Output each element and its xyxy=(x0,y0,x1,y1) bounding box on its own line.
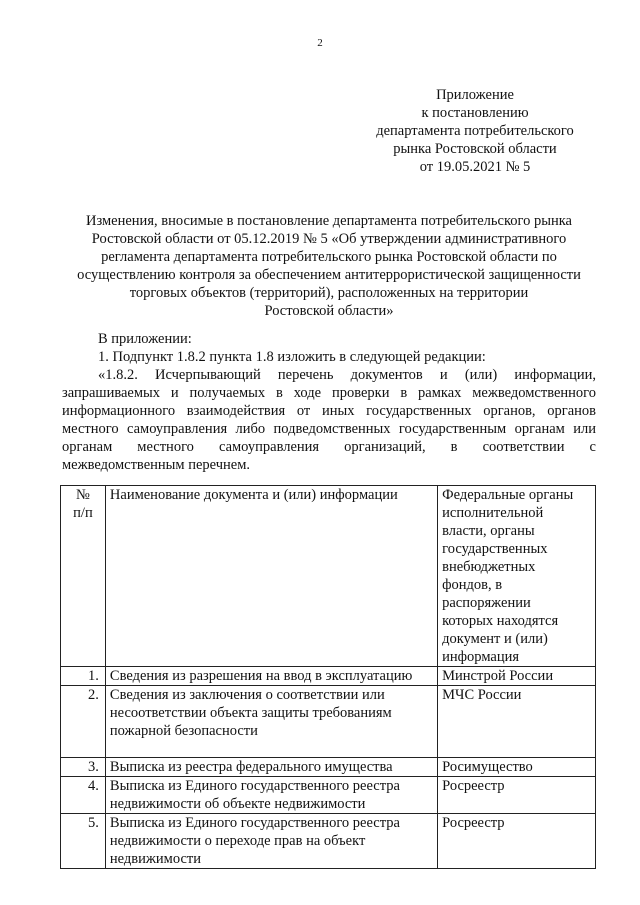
row-num: 1. xyxy=(61,667,106,686)
header-num-line: п/п xyxy=(73,505,93,521)
row-doc-line: Выписка из реестра федерального имущества xyxy=(109,759,393,775)
row-doc-line: недвижимости xyxy=(109,851,201,867)
header-org-line: которых находятся xyxy=(442,613,559,629)
header-org-line: Федеральные органы xyxy=(442,487,574,503)
row-org: Минстрой России xyxy=(438,667,596,686)
header-org-line: документ и (или) xyxy=(442,631,548,647)
row-doc xyxy=(105,686,437,758)
heading-line: регламента департамента потребительского рынка Ростовской области по xyxy=(101,249,557,265)
header-org-line: внебюджетных xyxy=(442,559,536,575)
table-row xyxy=(61,686,596,758)
row-doc-line: недвижимости о переходе прав на объект xyxy=(109,833,366,849)
table-row xyxy=(61,814,596,869)
row-doc xyxy=(105,758,437,777)
header-org-line: власти, органы xyxy=(442,523,535,539)
appendix-header xyxy=(330,86,620,176)
table-header-row xyxy=(61,486,596,667)
header-num-line: № xyxy=(76,487,90,503)
header-num xyxy=(61,486,106,667)
appendix-line: к постановлению xyxy=(421,105,529,121)
row-doc-line: Выписка из Единого государственного реестра xyxy=(109,778,400,794)
row-num: 4. xyxy=(61,777,106,814)
intro-text: В приложении: xyxy=(98,331,192,347)
paragraph-line: межведомственным перечнем. xyxy=(62,457,251,473)
row-org: Росимущество xyxy=(438,758,596,777)
appendix-line: Приложение xyxy=(436,87,514,103)
paragraph-line: органам местного самоуправления организаций, в соответствии с xyxy=(62,439,596,455)
heading-line: торговых объектов (территорий), расположенных на территории xyxy=(129,285,529,301)
row-org: Росреестр xyxy=(438,777,596,814)
heading-line: осуществлению контроля за обеспечением антитеррористической защищенности xyxy=(77,267,581,283)
paragraph-line: «1.8.2. Исчерпывающий перечень документов и (или) информации, xyxy=(98,367,596,383)
row-doc xyxy=(105,814,437,869)
table-row xyxy=(61,667,596,686)
header-org-line: распоряжении xyxy=(442,595,531,611)
paragraph-line: запрашиваемых и получаемых в ходе проверки в рамках межведомственного xyxy=(62,385,596,401)
document-heading xyxy=(62,212,596,320)
header-doc: Наименование документа и (или) информации xyxy=(105,486,437,667)
row-num: 5. xyxy=(61,814,106,869)
header-org-line: информация xyxy=(442,649,520,665)
row-doc-line: несоответствии объекта защиты требованиям xyxy=(109,705,392,721)
document-body xyxy=(62,330,596,474)
row-org: МЧС России xyxy=(438,686,596,758)
row-doc-line: Сведения из заключения о соответствии или xyxy=(109,687,385,703)
row-doc-line: пожарной безопасности xyxy=(109,723,258,739)
header-org-line: исполнительной xyxy=(442,505,544,521)
row-doc-line: Сведения из разрешения на ввод в эксплуатацию xyxy=(109,668,413,684)
paragraph-line: информационного взаимодействия от иных государственных органов, органов xyxy=(62,403,596,419)
heading-line: Ростовской области» xyxy=(264,303,394,319)
row-doc xyxy=(105,667,437,686)
header-org-line: фондов, в xyxy=(442,577,503,593)
header-org-line: государственных xyxy=(442,541,548,557)
row-doc xyxy=(105,777,437,814)
header-org xyxy=(438,486,596,667)
row-doc-line: Выписка из Единого государственного реестра xyxy=(109,815,400,831)
documents-table xyxy=(60,485,596,869)
appendix-line: департамента потребительского xyxy=(376,123,574,139)
row-num: 3. xyxy=(61,758,106,777)
paragraph-1-8-2 xyxy=(62,366,596,474)
row-org: Росреестр xyxy=(438,814,596,869)
row-num: 2. xyxy=(61,686,106,758)
appendix-line: от 19.05.2021 № 5 xyxy=(419,159,531,175)
heading-line: Изменения, вносимые в постановление департамента потребительского рынка xyxy=(86,213,572,229)
page-number: 2 xyxy=(317,37,323,49)
appendix-line: рынка Ростовской области xyxy=(393,141,557,157)
item-1-text: 1. Подпункт 1.8.2 пункта 1.8 изложить в следующей редакции: xyxy=(98,349,486,365)
paragraph-line: местного самоуправления либо подведомственных государственным органам или xyxy=(62,421,596,437)
row-doc-line: недвижимости об объекте недвижимости xyxy=(109,796,366,812)
heading-line: Ростовской области от 05.12.2019 № 5 «Об утверждении административного xyxy=(91,231,567,247)
table-row xyxy=(61,777,596,814)
table-row xyxy=(61,758,596,777)
